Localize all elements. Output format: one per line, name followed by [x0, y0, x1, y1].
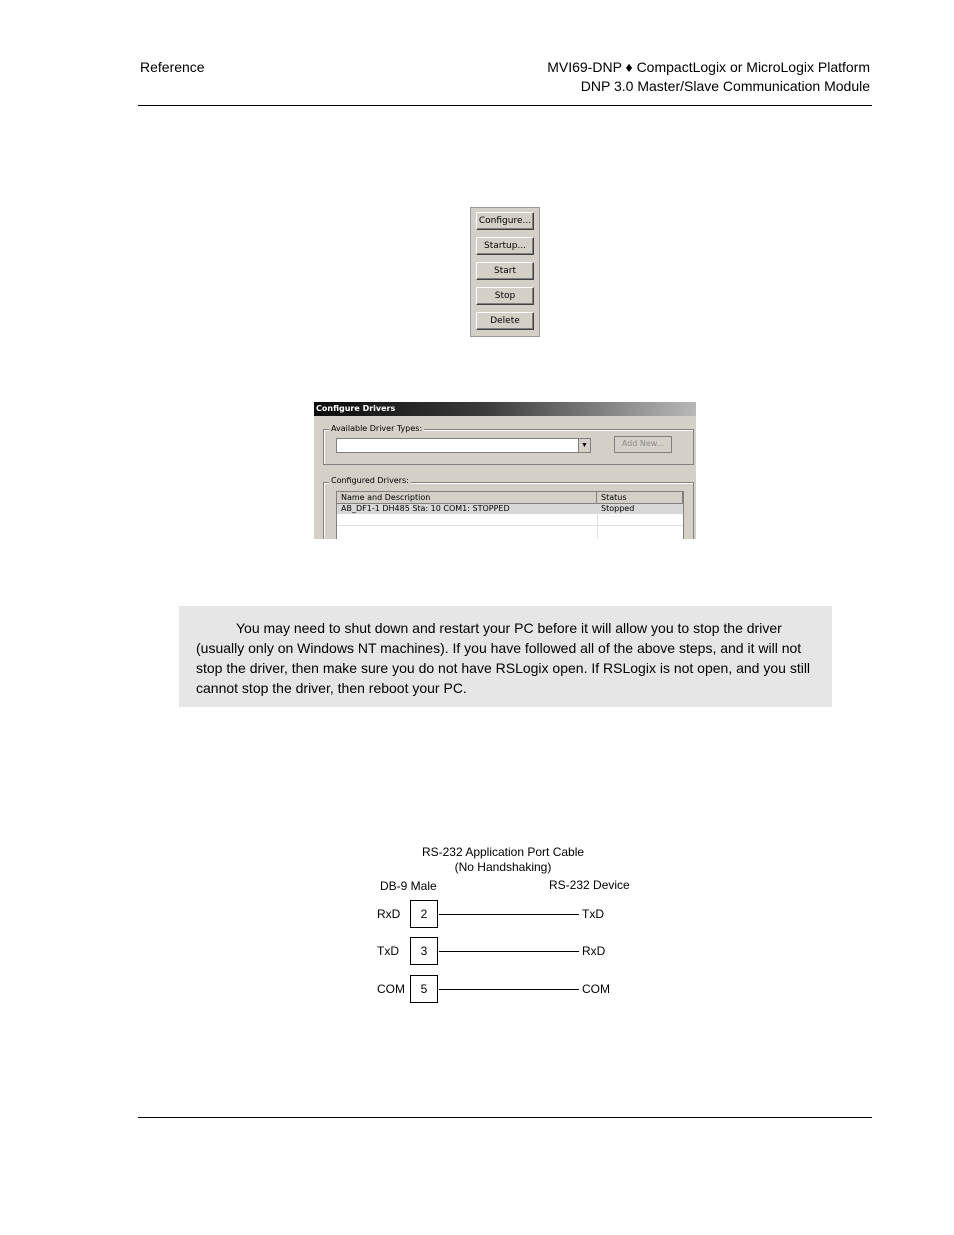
dialog-title: Configure Drivers — [314, 402, 696, 416]
left-header: DB-9 Male — [380, 879, 437, 893]
left-signal: COM — [377, 982, 405, 996]
startup-button[interactable]: Startup... — [476, 237, 534, 255]
diagram-title-line2: (No Handshaking) — [454, 860, 552, 874]
wire — [439, 989, 579, 990]
left-signal: TxD — [377, 944, 399, 958]
note-box — [179, 606, 832, 707]
driver-status: Stopped — [601, 504, 635, 513]
wire — [439, 914, 579, 915]
header-section: Reference — [140, 59, 205, 75]
pin-box: 2 — [410, 900, 438, 928]
driver-name: AB_DF1-1 DH485 Sta: 10 COM1: STOPPED — [341, 504, 510, 513]
note-paragraph: You may need to shut down and restart your PC before it will allow you to stop the driver (usually only on Windows NT machines). If you have followed all of the above steps, and it will not stop the driver, then make sure you do not have RSLogix open. If RSLogix is not open, and you still cannot stop the driver, then reboot your PC. — [196, 620, 811, 696]
table-row[interactable] — [337, 504, 683, 514]
driver-button-panel — [470, 207, 540, 337]
row-divider — [337, 525, 683, 526]
chevron-down-icon[interactable]: ▼ — [578, 439, 590, 452]
header-product-line2: DNP 3.0 Master/Slave Communication Module — [580, 78, 870, 94]
add-new-button[interactable]: Add New... — [614, 436, 672, 453]
configured-drivers-label: Configured Drivers: — [331, 476, 409, 485]
configure-button[interactable]: Configure... — [476, 212, 534, 230]
pin-box: 3 — [410, 937, 438, 965]
column-divider — [597, 514, 598, 539]
delete-button[interactable]: Delete — [476, 312, 534, 330]
start-button[interactable]: Start — [476, 262, 534, 280]
left-signal: RxD — [377, 907, 401, 921]
configured-drivers-list[interactable] — [336, 491, 684, 539]
diagram-title-line1: RS-232 Application Port Cable — [421, 845, 585, 859]
right-signal: TxD — [582, 907, 604, 921]
driver-type-combo[interactable] — [336, 438, 591, 453]
configure-drivers-dialog — [314, 402, 696, 539]
note-text — [196, 618, 821, 698]
pin-box: 5 — [410, 975, 438, 1003]
right-header: RS-232 Device — [549, 878, 630, 892]
header-product-line1: MVI69-DNP ♦ CompactLogix or MicroLogix Platform — [547, 59, 870, 75]
column-header-name[interactable]: Name and Description — [337, 492, 597, 504]
footer-rule — [138, 1117, 872, 1118]
column-header-status[interactable]: Status — [597, 492, 683, 504]
header-product — [547, 58, 870, 96]
available-driver-types-label: Available Driver Types: — [331, 424, 423, 433]
cable-diagram — [373, 842, 633, 1004]
right-signal: RxD — [582, 944, 606, 958]
right-signal: COM — [582, 982, 610, 996]
header-rule — [138, 105, 872, 106]
wire — [439, 951, 579, 952]
stop-button[interactable]: Stop — [476, 287, 534, 305]
